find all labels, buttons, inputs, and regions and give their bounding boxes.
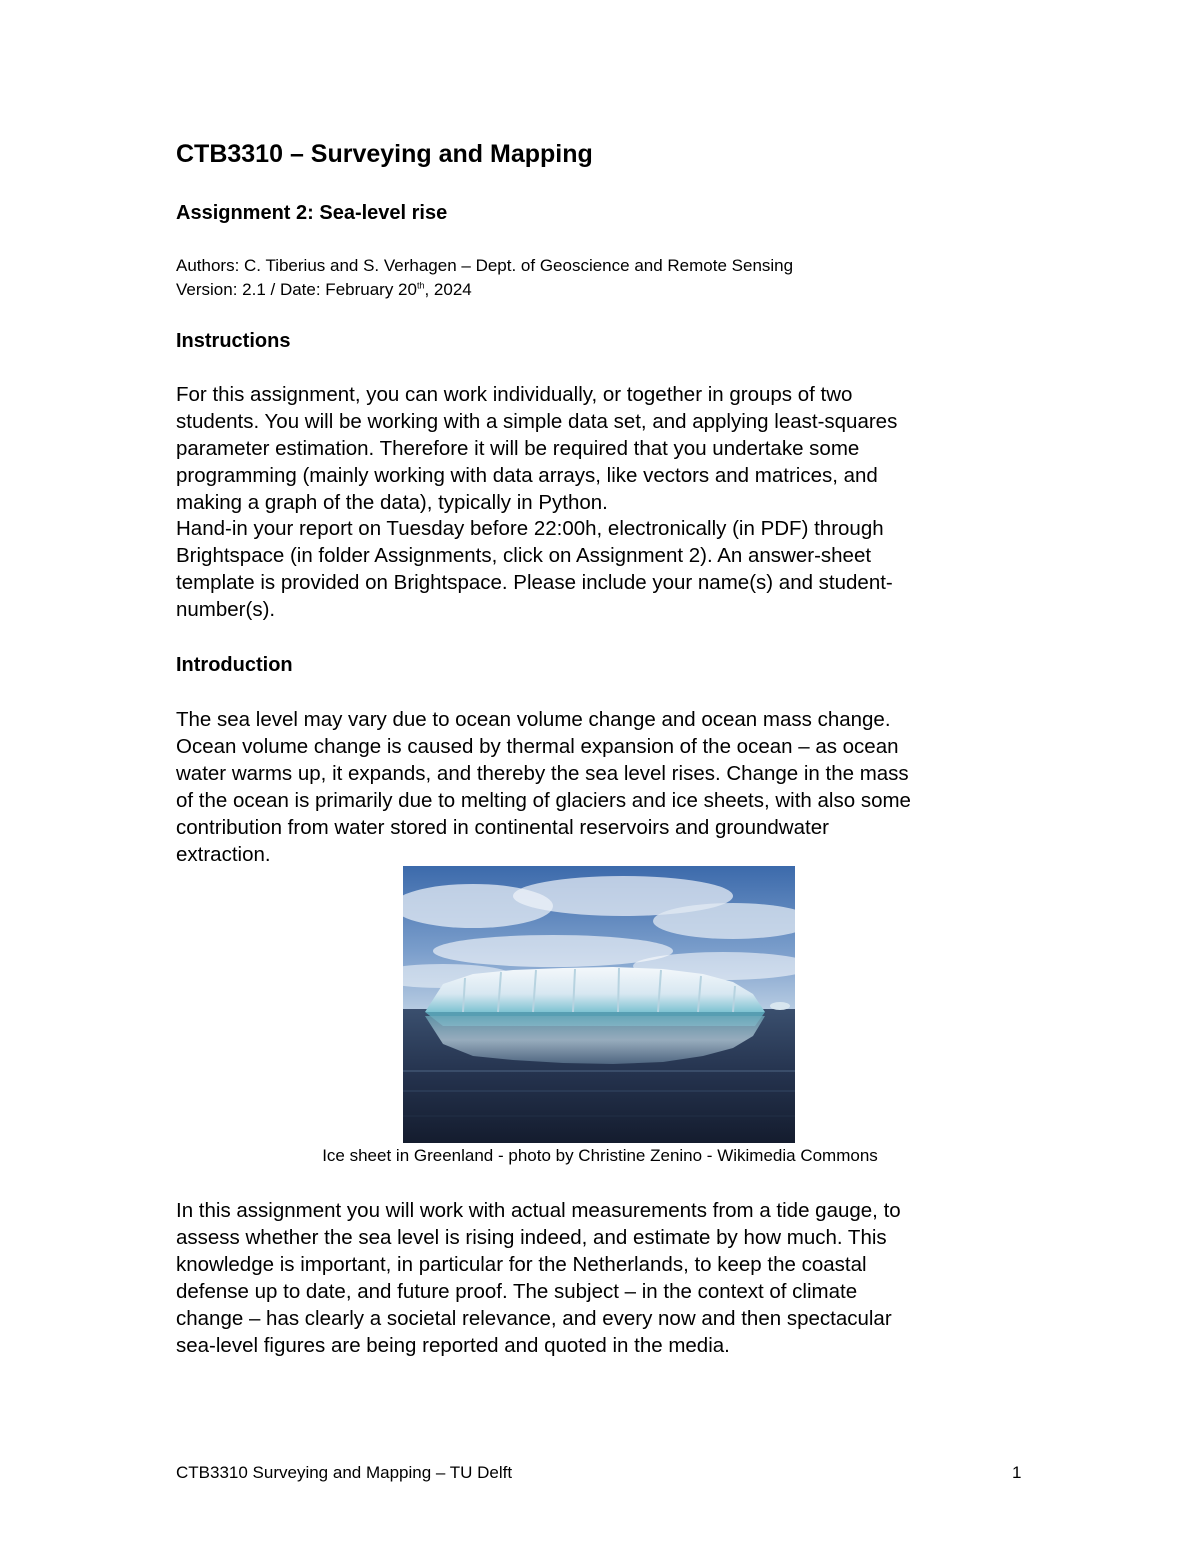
text-line: For this assignment, you can work individually, or together in groups of two — [176, 383, 853, 406]
page-number: 1 — [1012, 1463, 1022, 1482]
text-line: water warms up, it expands, and thereby the sea level rises. Change in the mass — [176, 762, 909, 785]
text-line: Hand-in your report on Tuesday before 22:00h, electronically (in PDF) through — [176, 517, 884, 540]
text-line: assess whether the sea level is rising indeed, and estimate by how much. This — [176, 1226, 887, 1249]
text-line: template is provided on Brightspace. Please include your name(s) and student- — [176, 571, 893, 594]
text-line: sea-level figures are being reported and quoted in the media. — [176, 1334, 730, 1357]
text-line: defense up to date, and future proof. The subject – in the context of climate — [176, 1280, 858, 1303]
authors-line: Authors: C. Tiberius and S. Verhagen – Dept. of Geoscience and Remote Sensing — [176, 256, 794, 275]
figure-caption: Ice sheet in Greenland - photo by Christine Zenino - Wikimedia Commons — [322, 1146, 878, 1165]
text-line: In this assignment you will work with actual measurements from a tide gauge, to — [176, 1199, 901, 1222]
text-line: students. You will be working with a simple data set, and applying least-squares — [176, 410, 898, 433]
version-superscript: th — [416, 280, 425, 291]
introduction-heading: Introduction — [176, 654, 293, 676]
version-prefix: Version: 2.1 / Date: February 20 — [176, 280, 417, 299]
version-line — [176, 280, 472, 300]
text-line: Ocean volume change is caused by thermal expansion of the ocean – as ocean — [176, 735, 899, 758]
text-line: making a graph of the data), typically in Python. — [176, 491, 608, 514]
text-line: contribution from water stored in continental reservoirs and groundwater — [176, 816, 829, 839]
text-line: programming (mainly working with data arrays, like vectors and matrices, and — [176, 464, 878, 487]
text-line: The sea level may vary due to ocean volume change and ocean mass change. — [176, 708, 891, 731]
assignment-title: Assignment 2: Sea-level rise — [176, 202, 448, 224]
text-line: parameter estimation. Therefore it will be required that you undertake some — [176, 437, 860, 460]
instructions-heading: Instructions — [176, 330, 291, 352]
instructions-paragraph-2 — [176, 515, 1026, 623]
document-title: CTB3310 – Surveying and Mapping — [176, 140, 593, 168]
introduction-paragraph-2 — [176, 1197, 1026, 1359]
text-line: Brightspace (in folder Assignments, click on Assignment 2). An answer-sheet — [176, 544, 872, 567]
version-suffix: , 2024 — [424, 280, 472, 299]
text-line: of the ocean is primarily due to melting of glaciers and ice sheets, with also some — [176, 789, 911, 812]
text-line: number(s). — [176, 598, 276, 621]
text-line: extraction. — [176, 843, 271, 866]
footer-text: CTB3310 Surveying and Mapping – TU Delft — [176, 1463, 513, 1482]
instructions-paragraph-1 — [176, 381, 1026, 516]
text-line: change – has clearly a societal relevance, and every now and then spectacular — [176, 1307, 892, 1330]
text-line: knowledge is important, in particular for the Netherlands, to keep the coastal — [176, 1253, 867, 1276]
iceberg-photo — [403, 866, 795, 1143]
introduction-paragraph-1 — [176, 706, 1026, 868]
